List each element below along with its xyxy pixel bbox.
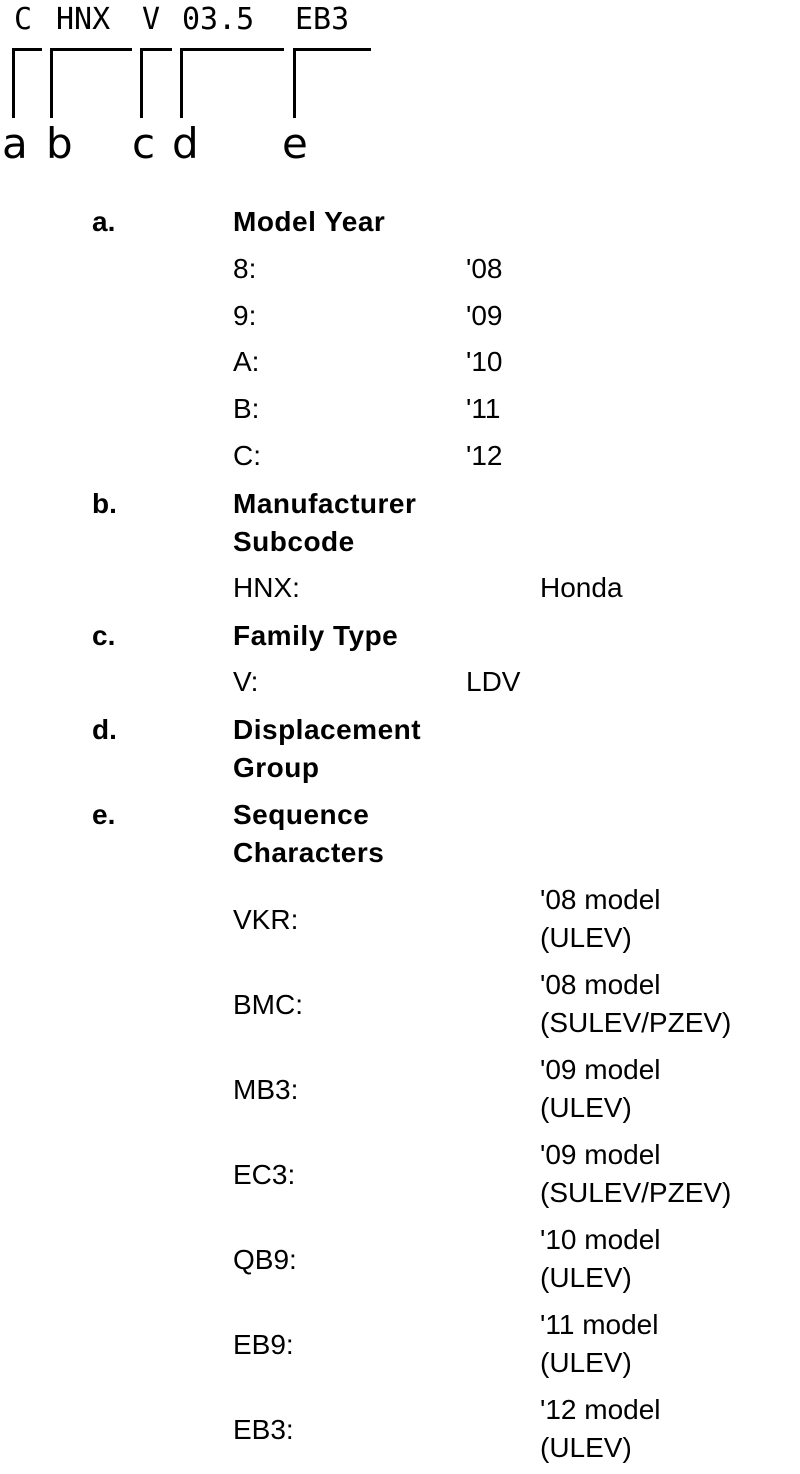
section-letter: c. bbox=[92, 620, 116, 651]
item-code: B: bbox=[233, 393, 260, 424]
code-letter-e: e bbox=[282, 119, 308, 168]
bracket-e-horizontal bbox=[293, 48, 371, 51]
item-value-line1: '09 model bbox=[540, 1139, 661, 1170]
section-letter: e. bbox=[92, 799, 116, 830]
item-code: VKR: bbox=[233, 904, 299, 935]
item-code: BMC: bbox=[233, 989, 303, 1020]
bracket-b-vertical bbox=[50, 48, 53, 118]
item-code: V: bbox=[233, 666, 259, 697]
section-letter: b. bbox=[92, 488, 117, 519]
code-segment-year: C bbox=[14, 2, 33, 37]
section-title: Family Type bbox=[233, 620, 399, 651]
item-value-line1: '11 model bbox=[540, 1309, 659, 1340]
item-code: QB9: bbox=[233, 1244, 297, 1275]
bracket-a-horizontal bbox=[12, 48, 42, 51]
item-code: HNX: bbox=[233, 572, 300, 603]
section-title-line2: Characters bbox=[233, 837, 385, 868]
code-segment-manufacturer: HNX bbox=[56, 2, 111, 37]
item-value-line1: '09 model bbox=[540, 1054, 661, 1085]
item-code: EC3: bbox=[233, 1159, 296, 1190]
item-value-line2: (ULEV) bbox=[540, 1262, 632, 1293]
bracket-d-horizontal bbox=[180, 48, 284, 51]
item-value-line2: (ULEV) bbox=[540, 1432, 632, 1463]
bracket-e-vertical bbox=[293, 48, 296, 118]
item-value-line2: (SULEV/PZEV) bbox=[540, 1177, 732, 1208]
code-letter-a: a bbox=[2, 119, 28, 168]
bracket-a-vertical bbox=[12, 48, 15, 118]
code-segment-sequence: EB3 bbox=[295, 2, 350, 37]
code-letter-b: b bbox=[46, 119, 73, 168]
section-title-line1: Displacement bbox=[233, 714, 422, 745]
code-segment-family: V bbox=[142, 2, 161, 37]
item-value-line2: (ULEV) bbox=[540, 922, 632, 953]
item-value: '08 bbox=[466, 253, 503, 284]
item-code: 8: bbox=[233, 253, 257, 284]
code-segment-displacement: 03.5 bbox=[182, 2, 255, 37]
section-title-line2: Subcode bbox=[233, 526, 355, 557]
item-value-line2: (ULEV) bbox=[540, 1092, 632, 1123]
item-value-line1: '08 model bbox=[540, 969, 661, 1000]
item-value: '09 bbox=[466, 300, 503, 331]
code-letter-d: d bbox=[172, 119, 199, 168]
item-value-line2: (SULEV/PZEV) bbox=[540, 1007, 732, 1038]
item-value-line1: '12 model bbox=[540, 1394, 661, 1425]
item-value: '10 bbox=[466, 346, 503, 377]
bracket-b-horizontal bbox=[50, 48, 132, 51]
item-code: EB3: bbox=[233, 1414, 294, 1445]
bracket-c-horizontal bbox=[140, 48, 172, 51]
item-value: Honda bbox=[540, 572, 623, 603]
section-title-line1: Manufacturer bbox=[233, 488, 417, 519]
item-code: EB9: bbox=[233, 1329, 294, 1360]
item-code: MB3: bbox=[233, 1074, 299, 1105]
item-code: 9: bbox=[233, 300, 257, 331]
section-letter: a. bbox=[92, 206, 116, 237]
bracket-d-vertical bbox=[180, 48, 183, 118]
item-value-line1: '10 model bbox=[540, 1224, 661, 1255]
item-value-line1: '08 model bbox=[540, 884, 661, 915]
code-diagram bbox=[0, 0, 800, 180]
section-title-line2: Group bbox=[233, 752, 320, 783]
item-code: A: bbox=[233, 346, 260, 377]
item-value: '11 bbox=[466, 393, 501, 424]
bracket-c-vertical bbox=[140, 48, 143, 118]
code-letter-c: c bbox=[132, 119, 156, 168]
item-code: C: bbox=[233, 440, 261, 471]
section-title-line1: Sequence bbox=[233, 799, 370, 830]
item-value-line2: (ULEV) bbox=[540, 1347, 632, 1378]
section-title: Model Year bbox=[233, 206, 386, 237]
item-value: LDV bbox=[466, 666, 521, 697]
item-value: '12 bbox=[466, 440, 503, 471]
section-letter: d. bbox=[92, 714, 117, 745]
